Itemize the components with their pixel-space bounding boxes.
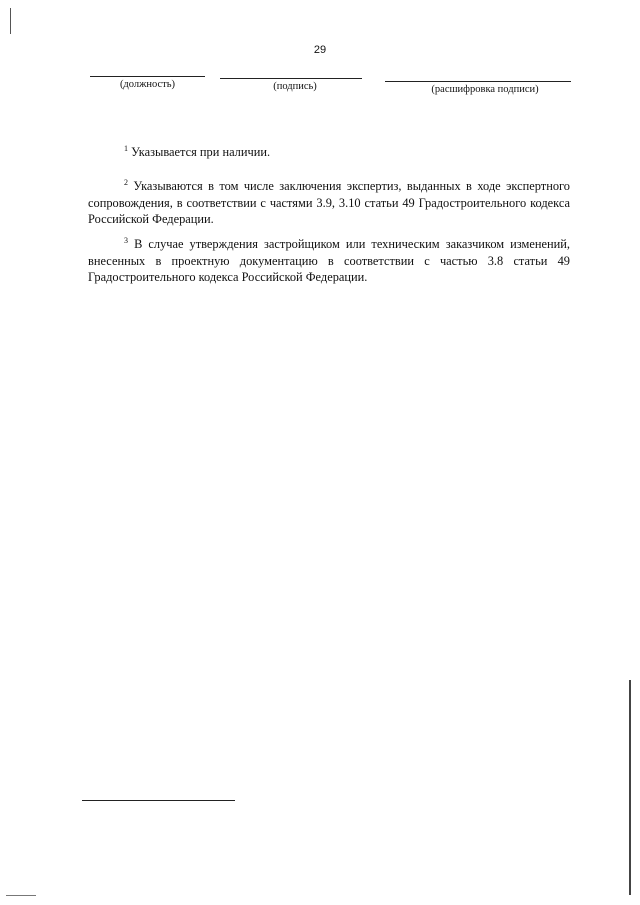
scan-edge-mark-left: [10, 8, 11, 34]
footnote-1-text: Указывается при наличии.: [131, 145, 271, 159]
signature-decoding-line: [385, 81, 571, 82]
page-number: 29: [313, 44, 327, 56]
footnote-1: [88, 144, 570, 161]
footnote-3-text: В случае утверждения застройщиком или техническим заказчиком изменений, внесенных в проектную документацию в соответствии с частью 3.8 статьи 49 Градостроительного кодекса Российской Федерации.: [88, 237, 570, 285]
footnote-2: [88, 178, 570, 228]
signature-decoding-label: (расшифровка подписи): [431, 84, 539, 95]
footnote-1-marker: 1: [124, 144, 128, 153]
scan-edge-mark-right: [629, 680, 631, 895]
footnote-3: [88, 236, 570, 286]
footnote-2-marker: 2: [124, 178, 128, 187]
footnote-2-text: Указываются в том числе заключения экспертиз, выданных в ходе экспертного сопровождения, в соответствии с частями 3.9, 3.10 статьи 49 Градостроительного кодекса Российской Федерации.: [88, 179, 570, 227]
signature-line: [220, 78, 362, 79]
footnote-separator-rule: [82, 800, 235, 801]
signature-label: (подпись): [273, 81, 317, 92]
scan-edge-mark-bottom: [6, 895, 36, 896]
footnote-3-marker: 3: [124, 236, 128, 245]
position-line: [90, 76, 205, 77]
position-label: (должность): [119, 79, 176, 90]
